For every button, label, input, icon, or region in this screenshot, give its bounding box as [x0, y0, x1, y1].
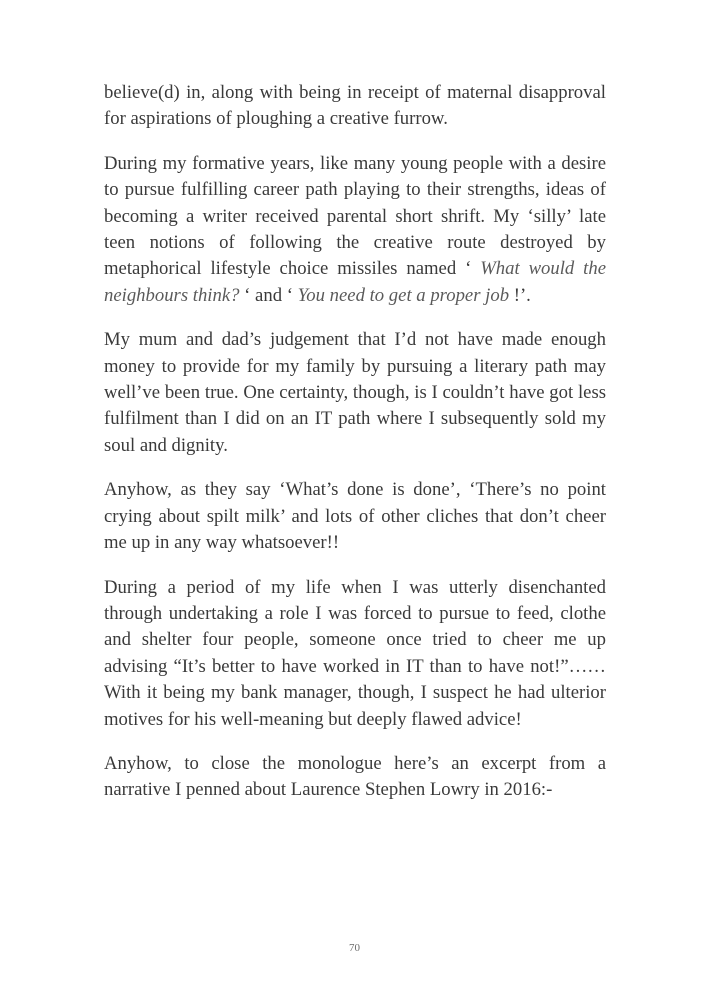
paragraph-6: Anyhow, to close the monologue here’s an excerpt from a narrative I penned about Laurence Stephen Lowry in 2016:- — [104, 752, 606, 801]
quote-neighbours: What would the neighbours think? — [104, 258, 607, 306]
paragraph-3: My mum and dad’s judgement that I’d not have made enough money to provide for my family by pursuing a literary path may well’ve been true. One certainty, though, is I couldn’t have got less fulfilment than I did on an IT path where I subsequently sold my soul and dignity. — [104, 329, 606, 456]
paragraph-2 — [104, 151, 606, 309]
paragraph-2-text: During my formative years, like many young people with a desire to pursue fulfilling career path playing to their strengths, ideas of becoming a writer received parental short shrift. My ‘silly’ late teen notions of following the creative route destroyed by metaphorical lifestyle choice missiles named ‘ — [104, 152, 606, 280]
quote-proper-job: You need to get a proper job — [297, 284, 510, 306]
paragraph-5: During a period of my life when I was utterly disenchanted through undertaking a role I was forced to pursue to feed, clothe and shelter four people, someone once tried to cheer me up advising “It’s better to have worked in IT than to have not!”…… With it being my bank manager, though, I suspect he had ulterior motives for his well-meaning but deeply flawed advice! — [104, 576, 606, 730]
paragraph-2-mid: ‘ and ‘ — [239, 284, 298, 306]
page-number: 70 — [349, 942, 360, 954]
paragraph-4: Anyhow, as they say ‘What’s done is done’, ‘There’s no point crying about spilt milk’ and lots of other cliches that don’t cheer me up in any way whatsoever!! — [104, 479, 606, 554]
paragraph-2-end: !’. — [509, 284, 531, 306]
paragraph-1: believe(d) in, along with being in receipt of maternal disapproval for aspirations of ploughing a creative furrow. — [104, 82, 606, 130]
body-text — [104, 80, 606, 804]
